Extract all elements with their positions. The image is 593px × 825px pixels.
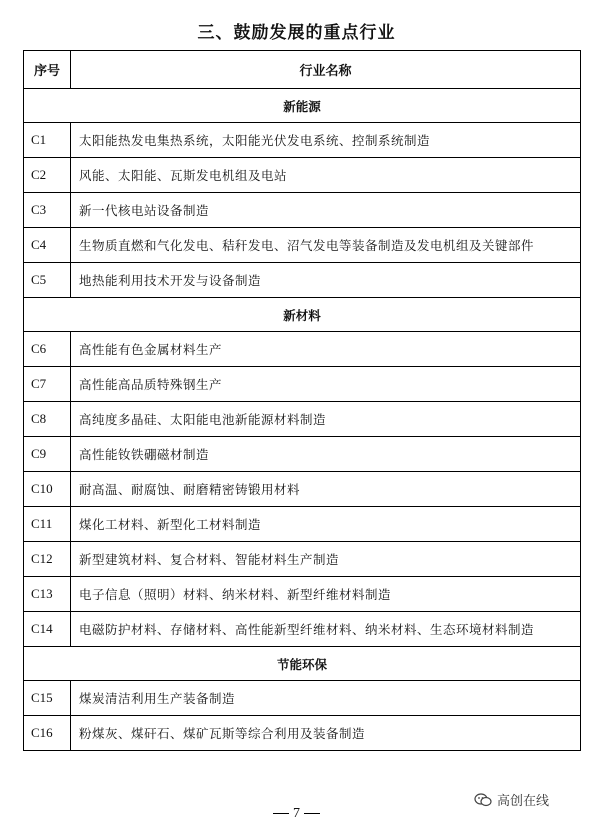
- table-row: [24, 263, 581, 298]
- row-code: C4: [24, 228, 71, 263]
- row-code: C11: [24, 507, 71, 542]
- watermark-text: 高创在线: [497, 794, 550, 809]
- row-industry-name: 高性能有色金属材料生产: [71, 332, 581, 367]
- row-industry-name: 电磁防护材料、存储材料、高性能新型纤维材料、纳米材料、生态环境材料制造: [71, 612, 581, 647]
- row-code: C12: [24, 542, 71, 577]
- row-industry-name: 风能、太阳能、瓦斯发电机组及电站: [71, 158, 581, 193]
- table-row: [24, 542, 581, 577]
- row-industry-name: 新型建筑材料、复合材料、智能材料生产制造: [71, 542, 581, 577]
- section-heading: 新材料: [24, 298, 581, 332]
- table-row: [24, 681, 581, 716]
- table-row: [24, 437, 581, 472]
- table-row: [24, 367, 581, 402]
- row-code: C2: [24, 158, 71, 193]
- row-industry-name: 耐高温、耐腐蚀、耐磨精密铸锻用材料: [71, 472, 581, 507]
- table-row: [24, 332, 581, 367]
- table-row: [24, 193, 581, 228]
- wechat-icon: [474, 793, 492, 807]
- table-row: [24, 507, 581, 542]
- row-industry-name: 高性能钕铁硼磁材制造: [71, 437, 581, 472]
- table-row: [24, 158, 581, 193]
- row-code: C1: [24, 123, 71, 158]
- table-row: [24, 123, 581, 158]
- section-row: [24, 298, 581, 332]
- row-code: C6: [24, 332, 71, 367]
- row-code: C16: [24, 716, 71, 751]
- table-row: [24, 577, 581, 612]
- table-row: [24, 402, 581, 437]
- row-industry-name: 生物质直燃和气化发电、秸秆发电、沼气发电等装备制造及发电机组及关键部件: [71, 228, 581, 263]
- header-seq: 序号: [24, 51, 71, 89]
- row-code: C10: [24, 472, 71, 507]
- section-row: [24, 647, 581, 681]
- section-heading: 新能源: [24, 89, 581, 123]
- row-industry-name: 煤炭清洁利用生产装备制造: [71, 681, 581, 716]
- row-industry-name: 高纯度多晶硅、太阳能电池新能源材料制造: [71, 402, 581, 437]
- table-row: [24, 228, 581, 263]
- section-heading: 节能环保: [24, 647, 581, 681]
- table-header-row: [24, 51, 581, 89]
- section-row: [24, 89, 581, 123]
- row-industry-name: 高性能高品质特殊钢生产: [71, 367, 581, 402]
- row-industry-name: 煤化工材料、新型化工材料制造: [71, 507, 581, 542]
- row-code: C8: [24, 402, 71, 437]
- row-code: C7: [24, 367, 71, 402]
- page-title: 三、鼓励发展的重点行业: [197, 23, 396, 43]
- row-code: C5: [24, 263, 71, 298]
- row-industry-name: 新一代核电站设备制造: [71, 193, 581, 228]
- row-code: C15: [24, 681, 71, 716]
- row-industry-name: 地热能利用技术开发与设备制造: [71, 263, 581, 298]
- row-industry-name: 电子信息（照明）材料、纳米材料、新型纤维材料制造: [71, 577, 581, 612]
- table-row: [24, 716, 581, 751]
- header-industry-name: 行业名称: [71, 51, 581, 89]
- table-row: [24, 472, 581, 507]
- industry-table: [23, 50, 581, 751]
- row-code: C9: [24, 437, 71, 472]
- row-industry-name: 粉煤灰、煤矸石、煤矿瓦斯等综合利用及装备制造: [71, 716, 581, 751]
- table-row: [24, 612, 581, 647]
- page-number-value: 7: [293, 806, 300, 821]
- page-number: [0, 806, 593, 822]
- row-code: C14: [24, 612, 71, 647]
- row-code: C13: [24, 577, 71, 612]
- row-industry-name: 太阳能热发电集热系统，太阳能光伏发电系统、控制系统制造: [71, 123, 581, 158]
- row-code: C3: [24, 193, 71, 228]
